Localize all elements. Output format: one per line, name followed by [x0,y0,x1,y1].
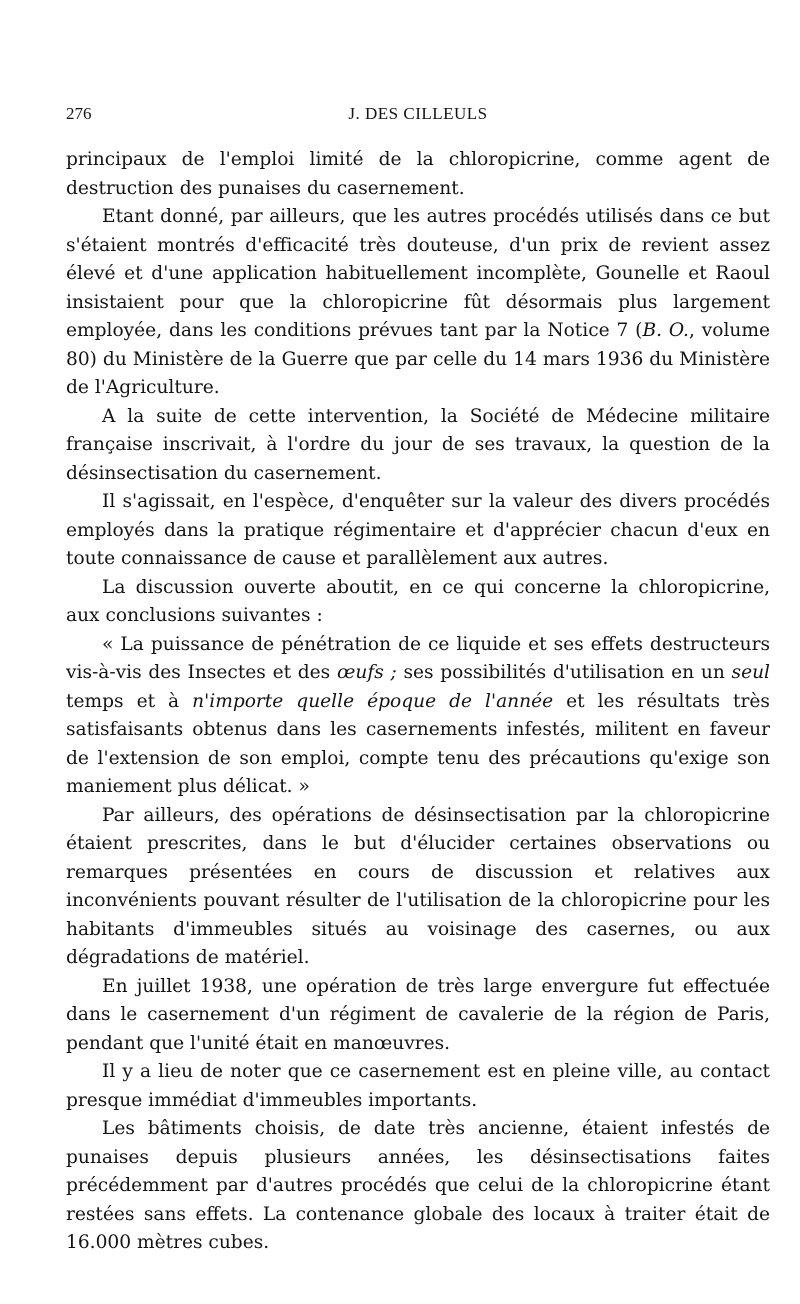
paragraph-text: Etant donné, par ailleurs, que les autres procédés utilisés dans ce but s'étaient montrés d'efficacité très douteuse, d'un prix de revient assez élevé et d'une application habituellement incomplète, Gounelle et Raoul insistaient pour que la chloropicrine fût désormais plus largement employée, dans les conditions prévues tant par la Notice 7 ( [66,206,770,341]
italic-reference: B. O. [642,320,689,341]
quote-text: ses possibilités d'utilisation en un [396,662,732,683]
paragraph-discussion: La discussion ouverte aboutit, en ce qui concerne la chloropicrine, aux conclusions suivantes : [66,576,770,626]
quote-italic: seul [731,662,770,683]
paragraph-societe: A la suite de cette intervention, la Société de Médecine militaire française inscrivait, à l'ordre du jour de ses travaux, la question de la désinsectisation du casernement. [66,405,770,484]
paragraph-text: , volume 80) du Ministère de la Guerre que par celle du 14 mars 1936 du Ministère de l'Agriculture. [66,320,771,398]
quote-italic: œufs ; [336,662,397,683]
paragraph-enquete: Il s'agissait, en l'espèce, d'enquêter sur la valeur des divers procédés employés dans la pratique régimentaire et d'apprécier chacun d'eux en toute connaissance de cause et parallèlement aux autres. [66,491,770,569]
paragraph-operations: Par ailleurs, des opérations de désinsectisation par la chloropicrine étaient prescrites, dans le but d'élucider certaines observations ou remarques présentées en cours de discussion et relatives aux inconvénients pouvant résulter de l'utilisation de la chloropicrine pour les habitants d'immeubles situés au voisinage des casernes, ou aux dégradations de matériel. [66,804,770,968]
paragraph-batiments: Les bâtiments choisis, de date très ancienne, étaient infestés de punaises depuis plusieurs années, les désinsectisations faites précédemment par d'autres procédés que celui de la chloropicrine étant restées sans effets. La contenance globale des locaux à traiter était de 16.000 mètres cubes. [66,1118,770,1253]
running-title: J. DES CILLEULS [348,104,488,123]
quote-text: « La puissance de pénétration de ce liquide et ses effets destructeurs vis-à-vis des Insectes et des [66,633,770,683]
running-head [66,104,770,128]
quote-text: temps et à [66,690,193,712]
body-text [66,146,770,1258]
paragraph-continuation: principaux de l'emploi limité de la chloropicrine, comme agent de destruction des punaises du casernement. [66,149,770,199]
paragraph-juillet-1938: En juillet 1938, une opération de très large envergure fut effectuée dans le casernement d'un régiment de cavalerie de la région de Paris, pendant que l'unité était en manœuvres. [66,975,770,1054]
quote-italic: n'importe quelle époque de l'année [192,690,554,712]
quote-text: et les résultats très satisfaisants obtenus dans les casernements infestés, militent en faveur de l'extension de son emploi, compte tenu des précautions qu'exige son maniement plus délicat. » [66,690,770,797]
paragraph-pleine-ville: Il y a lieu de noter que ce casernement est en pleine ville, au contact presque immédiat d'immeubles importants. [66,1061,770,1111]
paragraph-gounelle-raoul [66,203,770,403]
page-number: 276 [66,104,92,123]
paragraph-quotation [66,631,770,802]
